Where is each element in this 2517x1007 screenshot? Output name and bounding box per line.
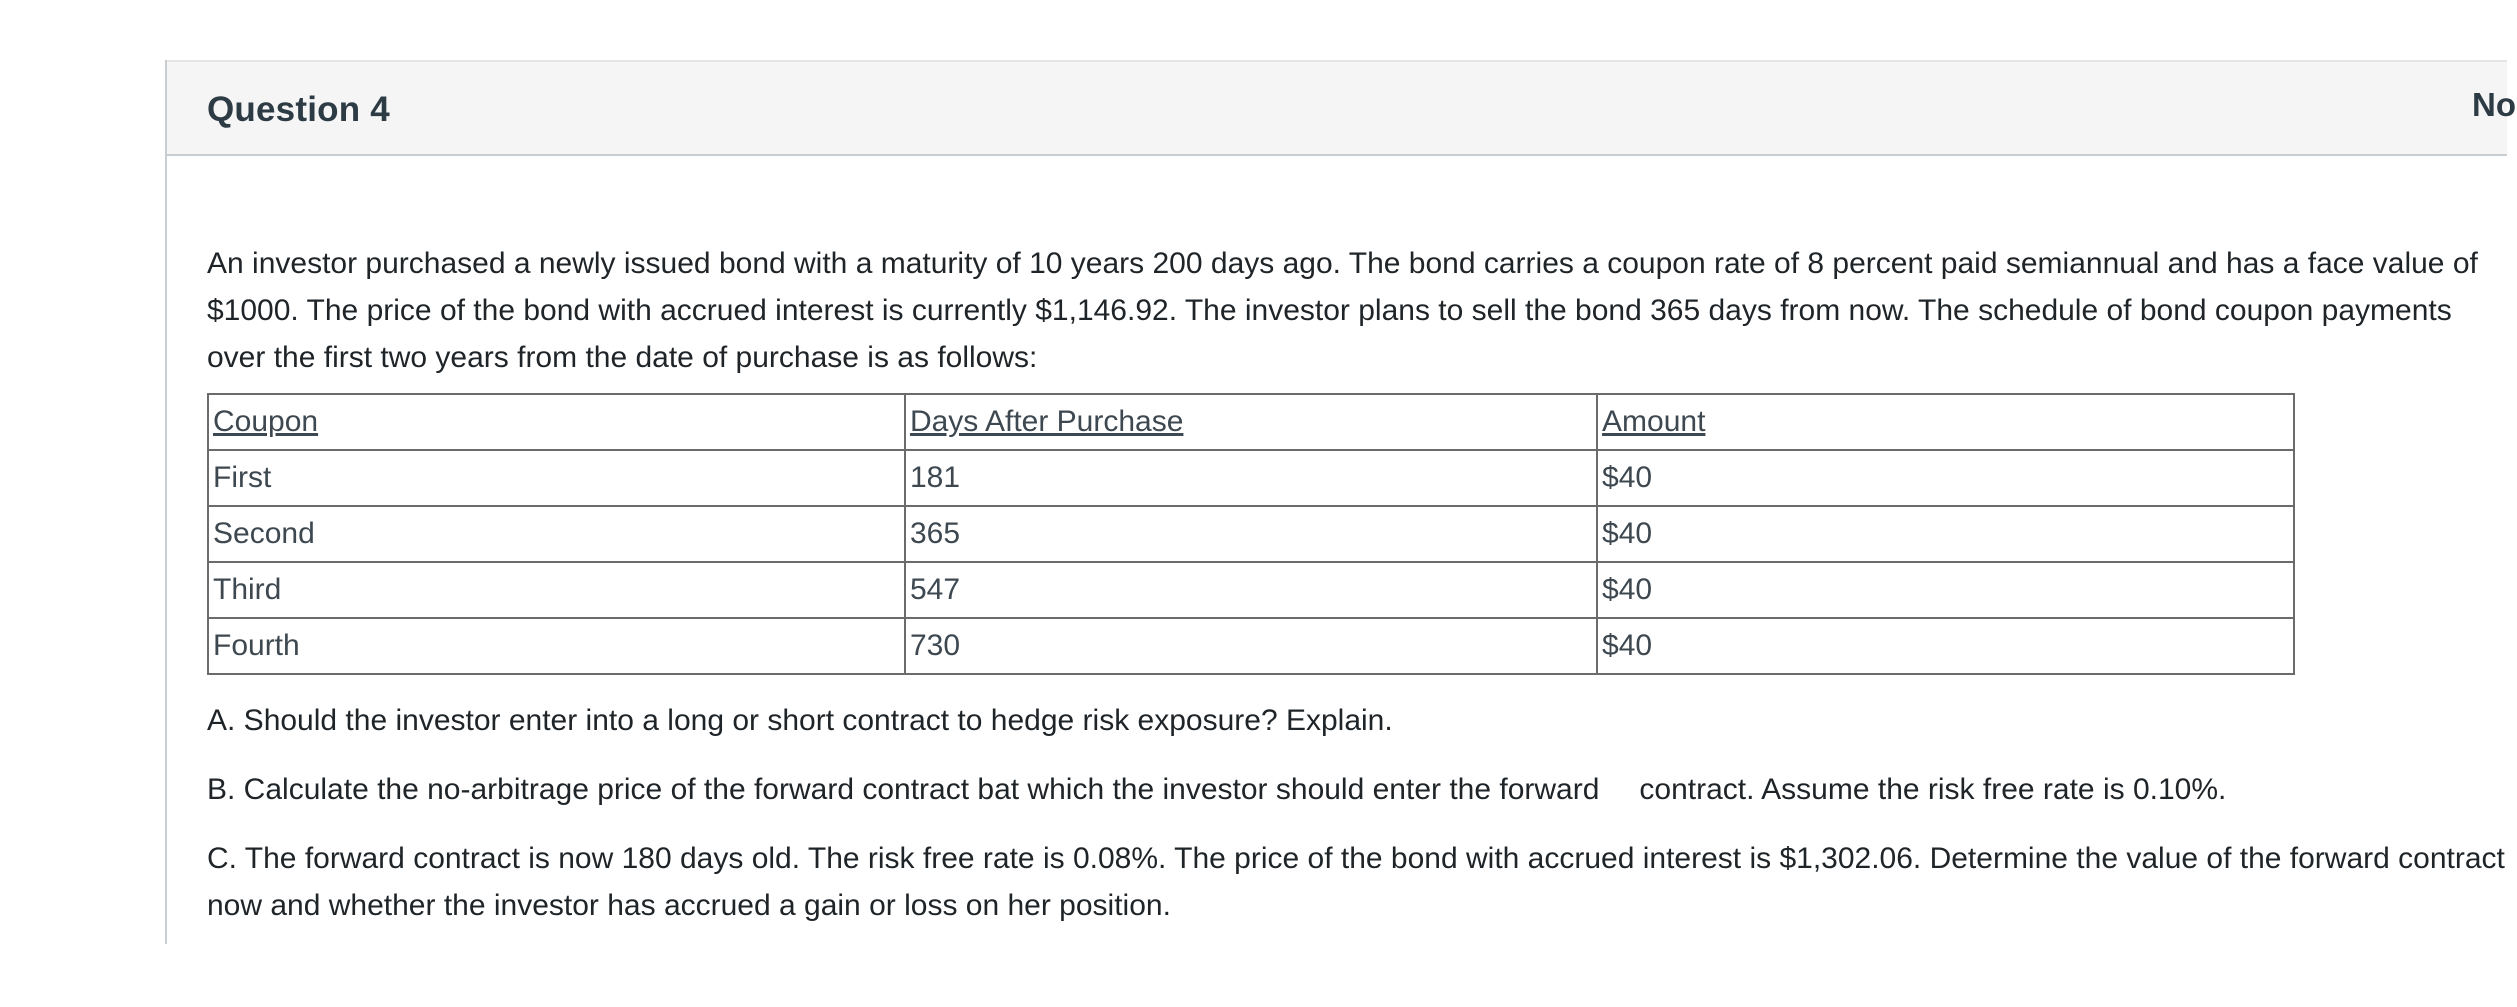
cell-amount: $40 [1597,618,2294,674]
question-header [167,60,2516,156]
table-row [208,618,2294,674]
cell-coupon: Second [208,506,905,562]
header-coupon: Coupon [208,394,905,450]
coupon-schedule-table [207,393,2295,675]
cell-coupon: Fourth [208,618,905,674]
table-row [208,450,2294,506]
cell-coupon: Third [208,562,905,618]
part-b-text-start: B. Calculate the no-arbitrage price of the forward contract bat which the investor should enter the forward [207,773,1600,806]
part-b-text [207,766,2517,813]
cell-amount: $40 [1597,562,2294,618]
cell-days: 181 [905,450,1597,506]
cell-days: 730 [905,618,1597,674]
part-a-text: A. Should the investor enter into a long or short contract to hedge risk exposure? Explain. [207,704,1393,737]
question-card [165,60,2516,944]
question-body [207,240,2517,929]
cell-days: 365 [905,506,1597,562]
cell-days: 547 [905,562,1597,618]
header-amount: Amount [1597,394,2294,450]
cell-amount: $40 [1597,450,2294,506]
question-title: Question 4 [207,90,390,129]
part-c-text: C. The forward contract is now 180 days old. The risk free rate is 0.08%. The price of the bond with accrued interest is $1,302.06. Determine the value of the forward contract now and whether the investor has accrued a gain or loss on her position. [207,842,2505,922]
question-points: No [2472,86,2516,123]
cell-coupon: First [208,450,905,506]
table-header-row [208,394,2294,450]
cell-amount: $40 [1597,506,2294,562]
part-b-text-end: contract. Assume the risk free rate is 0.10%. [1639,773,2227,806]
table-row [208,506,2294,562]
table-row [208,562,2294,618]
question-intro: An investor purchased a newly issued bond with a maturity of 10 years 200 days ago. The bond carries a coupon rate of 8 percent paid semiannual and has a face value of $1000. The price of the bond with accrued interest is currently $1,146.92. The investor plans to sell the bond 365 days from now. The schedule of bond coupon payments over the first two years from the date of purchase is as follows: [207,247,2478,374]
header-days-after-purchase: Days After Purchase [905,394,1597,450]
